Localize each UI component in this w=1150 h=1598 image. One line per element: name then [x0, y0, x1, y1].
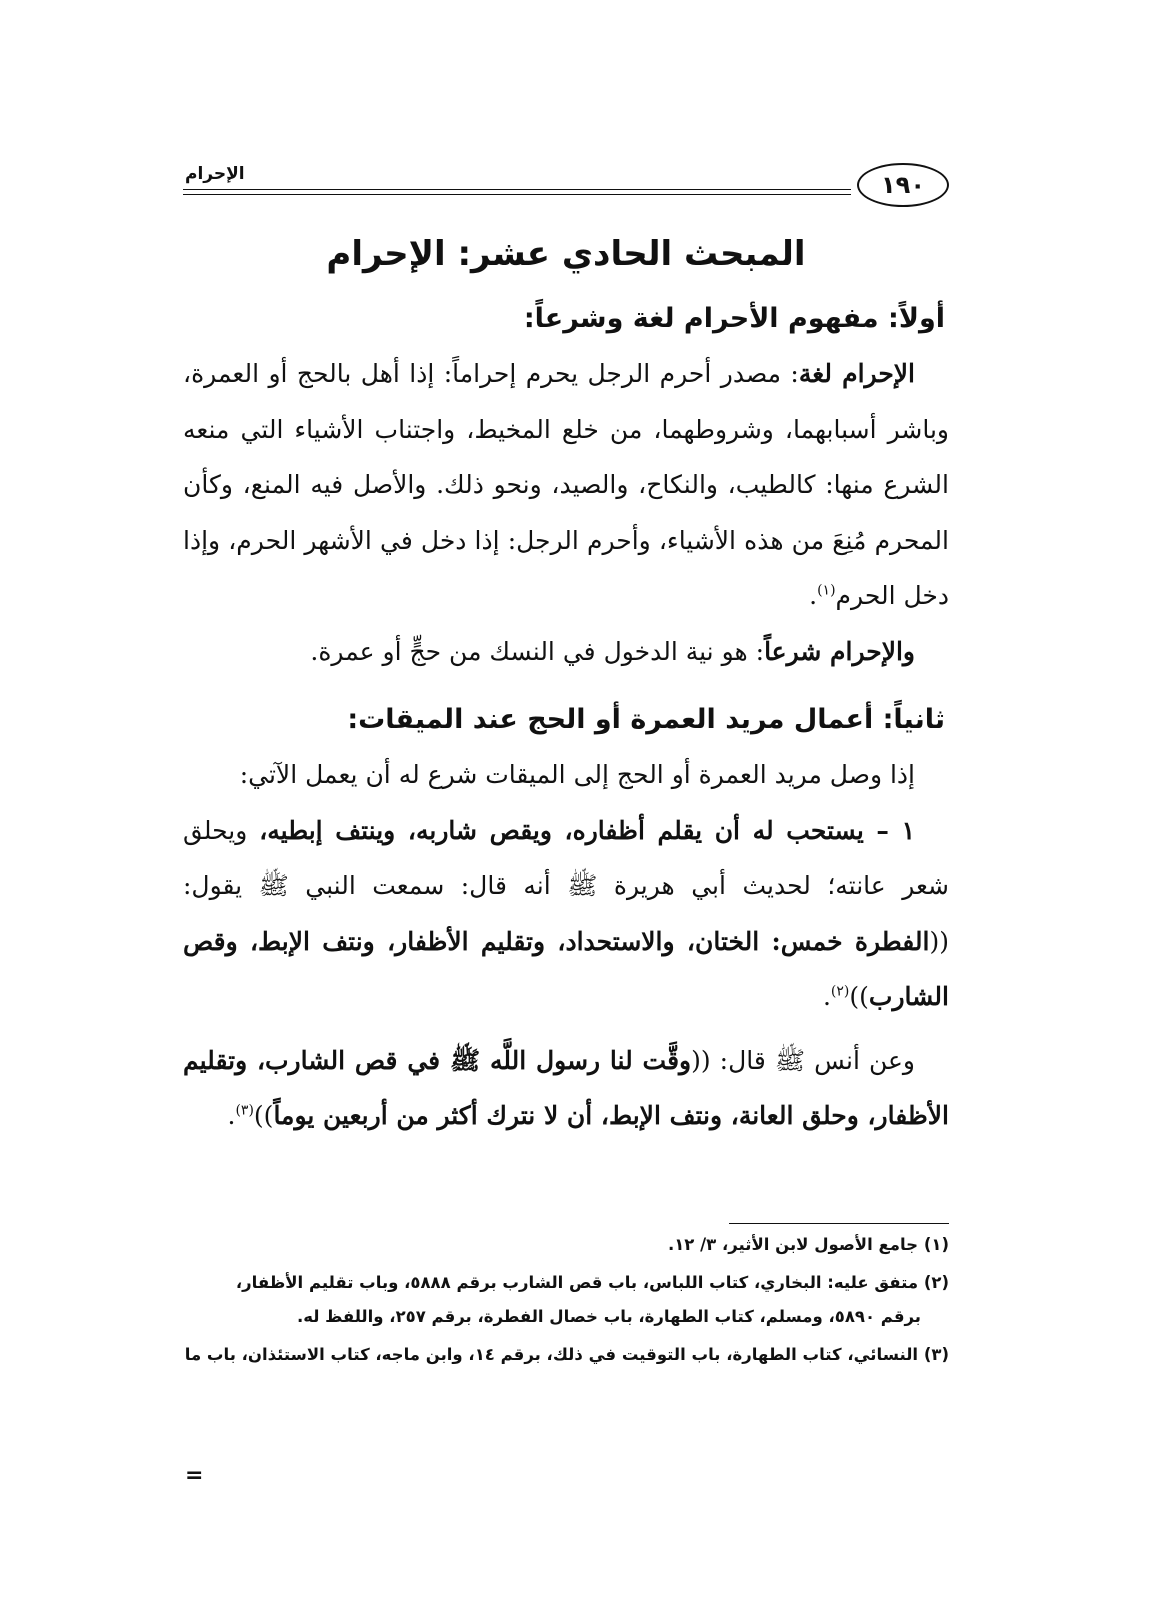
item-1-text: ويحلق شعر عانته؛ لحديث أبي هريرة ﷺ أنه قال: سمعت النبي ﷺ يقول: [183, 815, 949, 900]
footnote-ref-1[interactable]: (١) [817, 582, 836, 599]
footnote-continuation: برقم ٥٨٩٠، ومسلم، كتاب الطهارة، باب خصال الفطرة، برقم ٢٥٧، واللفظ له. [296, 1307, 921, 1326]
running-title: الإحرام [185, 164, 245, 184]
footnote-ref-3[interactable]: (٣) [235, 1102, 254, 1119]
paragraph-anas-hadith [183, 1033, 949, 1144]
footnote-1 [183, 1228, 949, 1262]
anas-intro: وعن أنس ﷺ قال: [710, 1045, 915, 1075]
anas-quote-part-b: قص الشارب، وتقليم الأظفار، وحلق العانة، ونتف الإبط، أن لا نترك أكثر من أربعين يوماً [183, 1045, 949, 1130]
section-heading-miqat: ثانياً: أعمال مريد العمرة أو الحج عند الميقات: [347, 704, 945, 735]
hadith-fitra-quote: الفطرة خمس: الختان، والاستحداد، وتقليم الأظفار، ونتف الإبط، وقص الشارب [183, 926, 949, 1011]
header-rule-top [183, 189, 851, 190]
footnote-text: النسائي، كتاب الطهارة، باب التوقيت في ذلك، برقم ١٤، وابن ماجه، كتاب الاستئذان، باب ما [184, 1345, 919, 1364]
paragraph-end: . [822, 982, 831, 1011]
paragraph-linguistic-definition [183, 346, 949, 624]
anas-quote-part-a: وقَّت لنا رسول اللَّه ﷺ [449, 1045, 692, 1075]
anas-quote-connector: في [397, 1045, 450, 1075]
header-rule-bottom [183, 194, 851, 195]
quote-close: )) [253, 1101, 274, 1130]
footnote-number: (١) [923, 1235, 949, 1254]
quote-close: )) [849, 982, 869, 1011]
chapter-title: المبحث الحادي عشر: الإحرام [326, 234, 806, 274]
paragraph-item-1 [183, 803, 949, 1025]
footnote-2 [183, 1266, 949, 1334]
paragraph-text: : هو نية الدخول في النسك من حجٍّ أو عمرة. [310, 636, 765, 666]
footnote-3 [183, 1338, 949, 1372]
paragraph-text: : مصدر أحرم الرجل يحرم إحراماً: إذا أهل بالحج أو العمرة، وباشر أسبابهما، وشروطهما، من خلع المخيط، واجتناب الأشياء التي منعه الشرع منها: كالطيب، والنكاح، والصيد، ونحو ذلك. والأصل فيه المنع، وكأن المحرم مُنِعَ من هذه الأشياء، وأحرم الرجل: إذا دخل في الأشهر الحرم، وإذا دخل الحرم [183, 359, 949, 610]
footnote-text: جامع الأصول لابن الأثير، ٣/ ١٢. [667, 1235, 919, 1254]
footnote-text: متفق عليه: البخاري، كتاب اللباس، باب قص الشارب برقم ٥٨٨٨، وباب تقليم الأظفار، [235, 1273, 919, 1292]
paragraph-miqat-intro: إذا وصل مريد العمرة أو الحج إلى الميقات شرع له أن يعمل الآتي: [239, 760, 915, 789]
quote-open: (( [691, 1045, 711, 1075]
paragraph-legal-definition [183, 624, 949, 680]
paragraph-end: . [809, 581, 818, 610]
term-legal: والإحرام شرعاً [764, 636, 915, 666]
item-1-lead: ١ – يستحب له أن يقلم أظفاره، ويقص شاربه، وينتف إبطيه، [259, 815, 916, 845]
page-header [183, 158, 949, 210]
paragraph-end: . [227, 1101, 236, 1130]
page-body [183, 218, 949, 1144]
footnote-number: (٢) [923, 1273, 949, 1292]
term-linguistic: الإحرام لغة [798, 359, 915, 388]
section-heading-definition: أولاً: مفهوم الأحرام لغة وشرعاً: [523, 303, 945, 334]
continuation-mark: = [185, 1463, 204, 1488]
footnote-separator [729, 1223, 949, 1224]
page-number: ١٩٠ [857, 163, 949, 207]
quote-open: (( [929, 926, 949, 956]
footnote-ref-2[interactable]: (٢) [830, 983, 850, 1000]
footnote-number: (٣) [923, 1345, 949, 1364]
footnotes [183, 1228, 949, 1376]
